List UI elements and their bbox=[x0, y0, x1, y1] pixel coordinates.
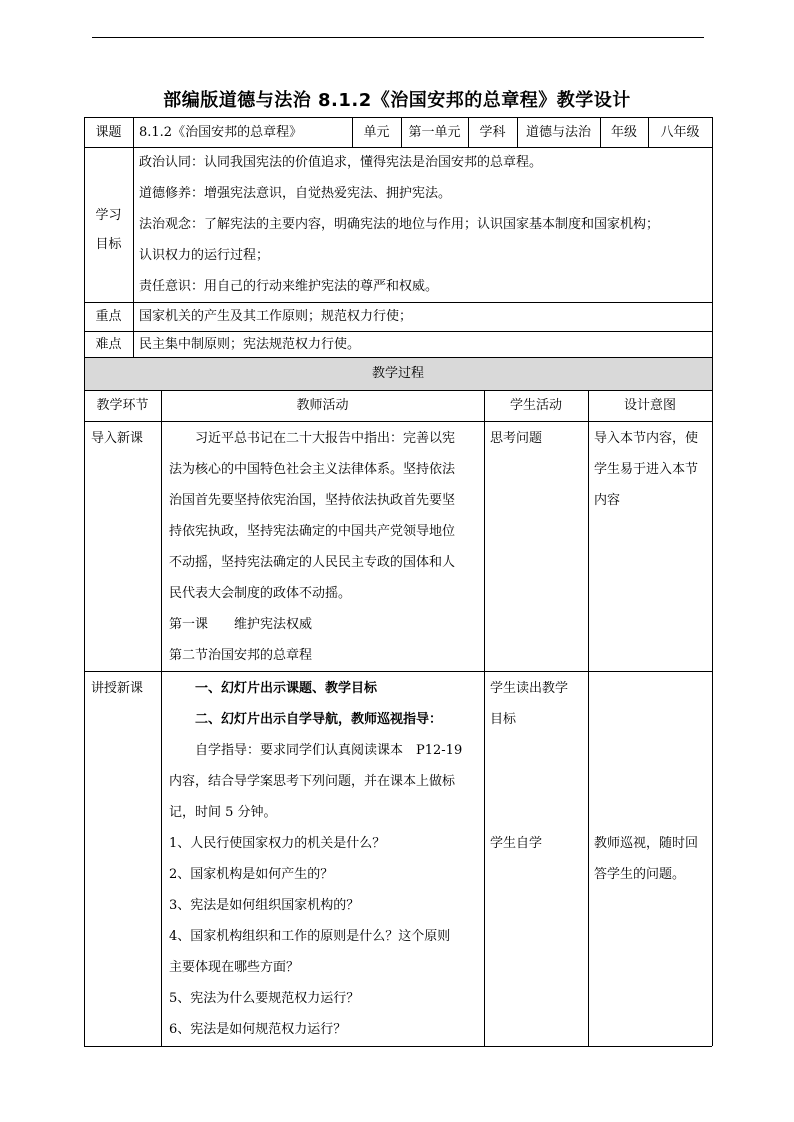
goal-line: 政治认同：认同我国宪法的价值追求，懂得宪法是治国安邦的总章程。 bbox=[139, 155, 543, 170]
process-table-border-bottom bbox=[84, 1046, 712, 1047]
teacher-line: 2、国家机构是如何产生的？ bbox=[169, 867, 334, 882]
goals-content bbox=[133, 147, 712, 302]
subject-value: 道德与法治 bbox=[525, 125, 591, 140]
row-divider bbox=[84, 671, 712, 672]
topic-label: 课题 bbox=[95, 125, 122, 140]
teacher-line: 持依宪执政，坚持宪法确定的中国共产党领导地位 bbox=[169, 524, 456, 539]
column-header: 设计意图 bbox=[623, 398, 676, 413]
goal-line: 责任意识：用自己的行动来维护宪法的尊严和权威。 bbox=[139, 279, 439, 294]
student-activity-cell bbox=[484, 673, 588, 735]
teacher-line: 第一课 维护宪法权威 bbox=[169, 617, 313, 632]
intent-line: 答学生的问题。 bbox=[594, 867, 686, 882]
teacher-line: 不动摇，坚持宪法确定的人民民主专政的国体和人 bbox=[169, 555, 456, 570]
teacher-line: 3、宪法是如何组织国家机构的？ bbox=[169, 898, 360, 913]
teacher-line: 一、幻灯片出示课题、教学目标 bbox=[195, 681, 378, 696]
key-points-label: 重点 bbox=[95, 309, 122, 324]
intent-line: 教师巡视，随时回 bbox=[594, 836, 699, 851]
student-line: 学生自学 bbox=[490, 836, 543, 851]
student-activity-cell bbox=[484, 423, 588, 454]
goal-line: 认识权力的运行过程； bbox=[139, 248, 270, 263]
goals-label-line: 目标 bbox=[95, 237, 122, 252]
teacher-activity-cell bbox=[161, 673, 484, 1045]
teacher-line: 内容，结合导学案思考下列问题，并在课本上做标 bbox=[169, 774, 456, 789]
teacher-line: 治国首先要坚持依宪治国，坚持依法执政首先要坚 bbox=[169, 493, 456, 508]
design-intent-cell bbox=[588, 423, 712, 516]
column-header: 教学环节 bbox=[96, 398, 149, 413]
intent-line: 导入本节内容，使 bbox=[594, 431, 699, 446]
info-table-border-right bbox=[712, 117, 713, 357]
difficult-points-label: 难点 bbox=[95, 337, 122, 352]
grade-value: 八年级 bbox=[660, 125, 700, 140]
row-divider bbox=[84, 421, 712, 422]
process-heading: 教学过程 bbox=[371, 366, 424, 381]
teacher-line: 第二节治国安邦的总章程 bbox=[169, 648, 313, 663]
intent-line: 内容 bbox=[594, 493, 621, 508]
goal-line: 法治观念：了解宪法的主要内容，明确宪法的地位与作用；认识国家基本制度和国家机构； bbox=[139, 217, 660, 232]
goal-line: 道德修养：增强宪法意识，自觉热爱宪法、拥护宪法。 bbox=[139, 186, 452, 201]
teacher-line: 记，时间 5 分钟。 bbox=[169, 805, 277, 820]
process-table-border-top bbox=[84, 357, 712, 358]
process-table-border-right bbox=[712, 357, 713, 1046]
document-title: 部编版道德与法治 8.1.2《治国安邦的总章程》教学设计 bbox=[163, 90, 631, 111]
teacher-line: 1、人民行使国家权力的机关是什么？ bbox=[169, 836, 386, 851]
key-points-value: 国家机关的产生及其工作原则；规范权力行使； bbox=[139, 309, 413, 324]
goals-label-line: 学习 bbox=[95, 208, 122, 223]
student-line: 学生读出教学 bbox=[490, 681, 569, 696]
teacher-line: 主要体现在哪些方面？ bbox=[169, 960, 300, 975]
student-line: 目标 bbox=[490, 712, 517, 727]
teacher-line: 民代表大会制度的政体不动摇。 bbox=[169, 586, 352, 601]
teacher-line: 5、宪法为什么要规范权力运行？ bbox=[169, 991, 360, 1006]
intent-line: 学生易于进入本节 bbox=[594, 462, 699, 477]
goals-label bbox=[84, 201, 133, 259]
student-activity-cell bbox=[484, 828, 588, 859]
grade-label: 年级 bbox=[610, 125, 637, 140]
column-header: 学生活动 bbox=[509, 398, 562, 413]
teacher-activity-cell bbox=[161, 423, 484, 671]
student-line: 思考问题 bbox=[490, 431, 543, 446]
difficult-points-value: 民主集中制原则；宪法规范权力行使。 bbox=[139, 337, 361, 352]
stage-cell: 讲授新课 bbox=[91, 681, 144, 696]
teacher-line: 4、国家机构组织和工作的原则是什么？这个原则 bbox=[169, 929, 451, 944]
topic-value: 8.1.2《治国安邦的总章程》 bbox=[139, 125, 303, 140]
teacher-line: 二、幻灯片出示自学导航，教师巡视指导： bbox=[195, 712, 443, 727]
teacher-line: 自学指导：要求同学们认真阅读课本 P12-19 bbox=[195, 743, 463, 758]
stage-cell: 导入新课 bbox=[91, 431, 144, 446]
teacher-line: 6、宪法是如何规范权力运行？ bbox=[169, 1022, 347, 1037]
unit-label: 单元 bbox=[363, 125, 390, 140]
subject-label: 学科 bbox=[479, 125, 506, 140]
teacher-line: 法为核心的中国特色社会主义法律体系。坚持依法 bbox=[169, 462, 456, 477]
design-intent-cell bbox=[588, 828, 712, 890]
unit-value: 第一单元 bbox=[408, 125, 461, 140]
header-rule bbox=[92, 37, 704, 38]
column-header: 教师活动 bbox=[296, 398, 349, 413]
teacher-line: 习近平总书记在二十大报告中指出：完善以宪 bbox=[195, 431, 456, 446]
